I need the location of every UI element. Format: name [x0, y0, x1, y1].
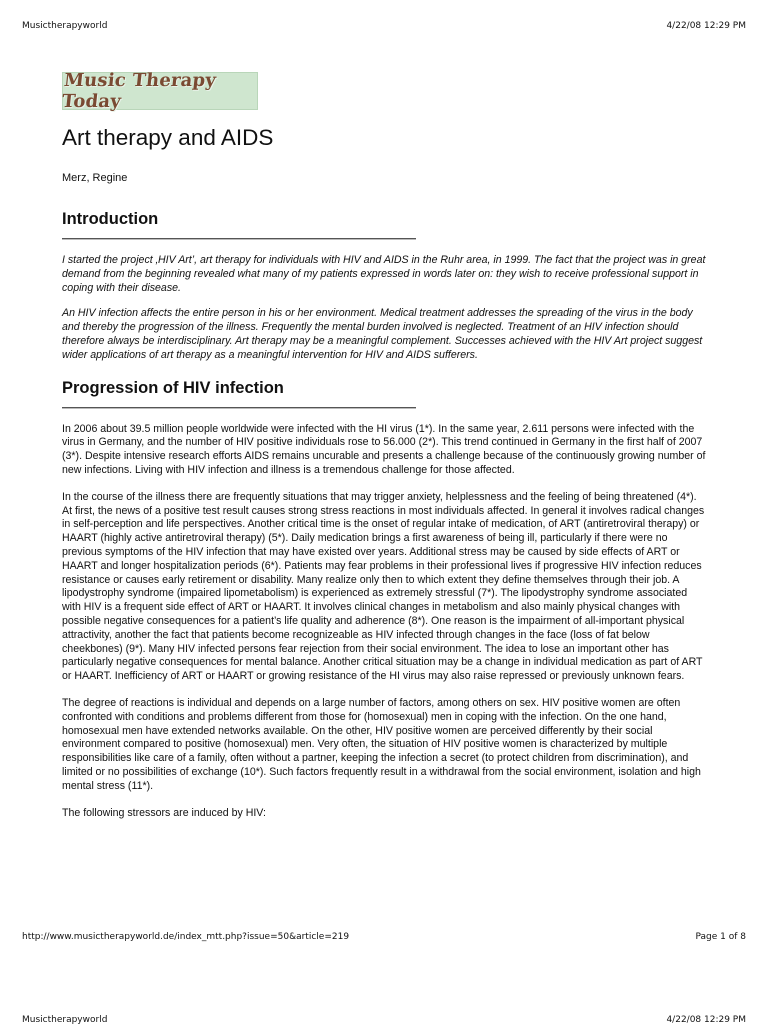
print-header-site: Musictherapyworld: [22, 21, 108, 31]
section-divider: [62, 238, 416, 240]
article-author: Merz, Regine: [62, 172, 128, 184]
article-title: Art therapy and AIDS: [62, 125, 274, 150]
paragraph: The following stressors are induced by HIV:: [62, 806, 266, 819]
section-heading: Progression of HIV infection: [62, 378, 284, 397]
print-header: [22, 21, 746, 31]
print-footer-page: Page 1 of 8: [695, 932, 746, 942]
paragraph: The degree of reactions is individual and depends on a large number of factors, among others on sex. HIV positive women are often confronted with conditions and problems different from those for (homosexual) men in coping with the infection. On the one hand, homosexual men have extended networks available. On the other, HIV positive women are perceived differently by their social environment compared to positive (homosexual) men. Very often, the situation of HIV positive women is characterized by multiple responsibilities like care of a family, often without a partner, keeping the infection a secret (to protect children from discrimination), and limited or no possibilities of exchange (10*). Such factors frequently result in a withdrawal from the social environment, isolation and high mental stress (11*).: [62, 696, 701, 792]
section-progression: [62, 377, 708, 821]
section-introduction: [62, 208, 708, 363]
article: [62, 72, 708, 820]
print-header-datetime: 4/22/08 12:29 PM: [666, 21, 746, 31]
paragraph: I started the project ‚HIV Art’, art therapy for individuals with HIV and AIDS in the Ruhr area, in 1999. The fact that the project was in great demand from the beginning revealed what many of my patients expressed in words later on: they wish to receive professional support in coping with their disease.: [62, 254, 706, 294]
print-header-site: Musictherapyworld: [22, 1015, 108, 1025]
print-header-datetime: 4/22/08 12:29 PM: [666, 1015, 746, 1025]
print-footer-url[interactable]: http://www.musictherapyworld.de/index_mtt.php?issue=50&article=219: [22, 932, 350, 942]
paragraph: An HIV infection affects the entire person in his or her environment. Medical treatment addresses the spreading of the virus in the body and thereby the progression of the illness. Frequently the mental burden involved is neglected. Treatment of an HIV infection should therefore always be interdisciplinary. Art therapy may be a meaningful complement. Successes achieved with the HIV Art project suggest wider applications of art therapy as a meaningful intervention for HIV and AIDS sufferers.: [62, 307, 703, 361]
paragraph: In the course of the illness there are frequently situations that may trigger anxiety, helplessness and the feeling of being threatened (4*). At first, the news of a positive test result causes strong stress reactions in most individuals affected. In general it involves radical changes in self-perception and life perspectives. Another critical time is the onset of regular intake of medication, of ART (antiretroviral therapy) or HAART (highly active antiretroviral therapy) (5*). Daily medication brings a first awareness of being ill, particularly if there were no previous symptoms of the HIV infection that may have existed over years. Additional stress may be caused by side effects of ART or HAART and longer hospitalization periods (6*). Patients may fear problems in their professional lives if progressive HIV infection reduces resistance or causes early retirement or disability. Many realize only then to which extent they define themselves through their job. A lipodystrophy syndrome (impaired lipometabolism) is experienced as extremely stressful (7*). The lipodystrophy syndrome associated with HIV is a frequent side effect of ART or HAART. It involves clinical changes in metabolism and also mainly physical changes with possible negative consequences for a patient’s life quality and adherence (8*). One reason is the impairment of all-important physical attractivity, another the fact that patients become recognizeable as HIV infected through changes in the face (loss of fat below cheekbones) (9*). Many HIV infected persons fear rejection from their social environment. The idea to lose an important other has particularly negative consequences for mental balance. Another critical situation may be a change in individual medication as part of ART or HAART. Inefficiency of ART or HAART or growing resistance of the HI virus may also raise repressed or previously unknown fears.: [62, 490, 705, 683]
print-footer: [22, 932, 746, 942]
music-therapy-today-logo[interactable]: [62, 72, 258, 110]
section-heading: Introduction: [62, 210, 159, 228]
section-divider: [62, 407, 416, 409]
paragraph: In 2006 about 39.5 million people worldwide were infected with the HI virus (1*). In the same year, 2.611 persons were infected with the virus in Germany, and the number of HIV positive individuals rose to 56.000 (2*). This trend continued in Germany in the first half of 2007 (3*). Despite intensive research efforts AIDS remains uncurable and presents a challenge because of the continuously growing number of new infections. Living with HIV infection and illness is a tremendous challenge for those affected.: [62, 422, 706, 476]
logo-text: Music Therapy Today: [60, 70, 218, 112]
